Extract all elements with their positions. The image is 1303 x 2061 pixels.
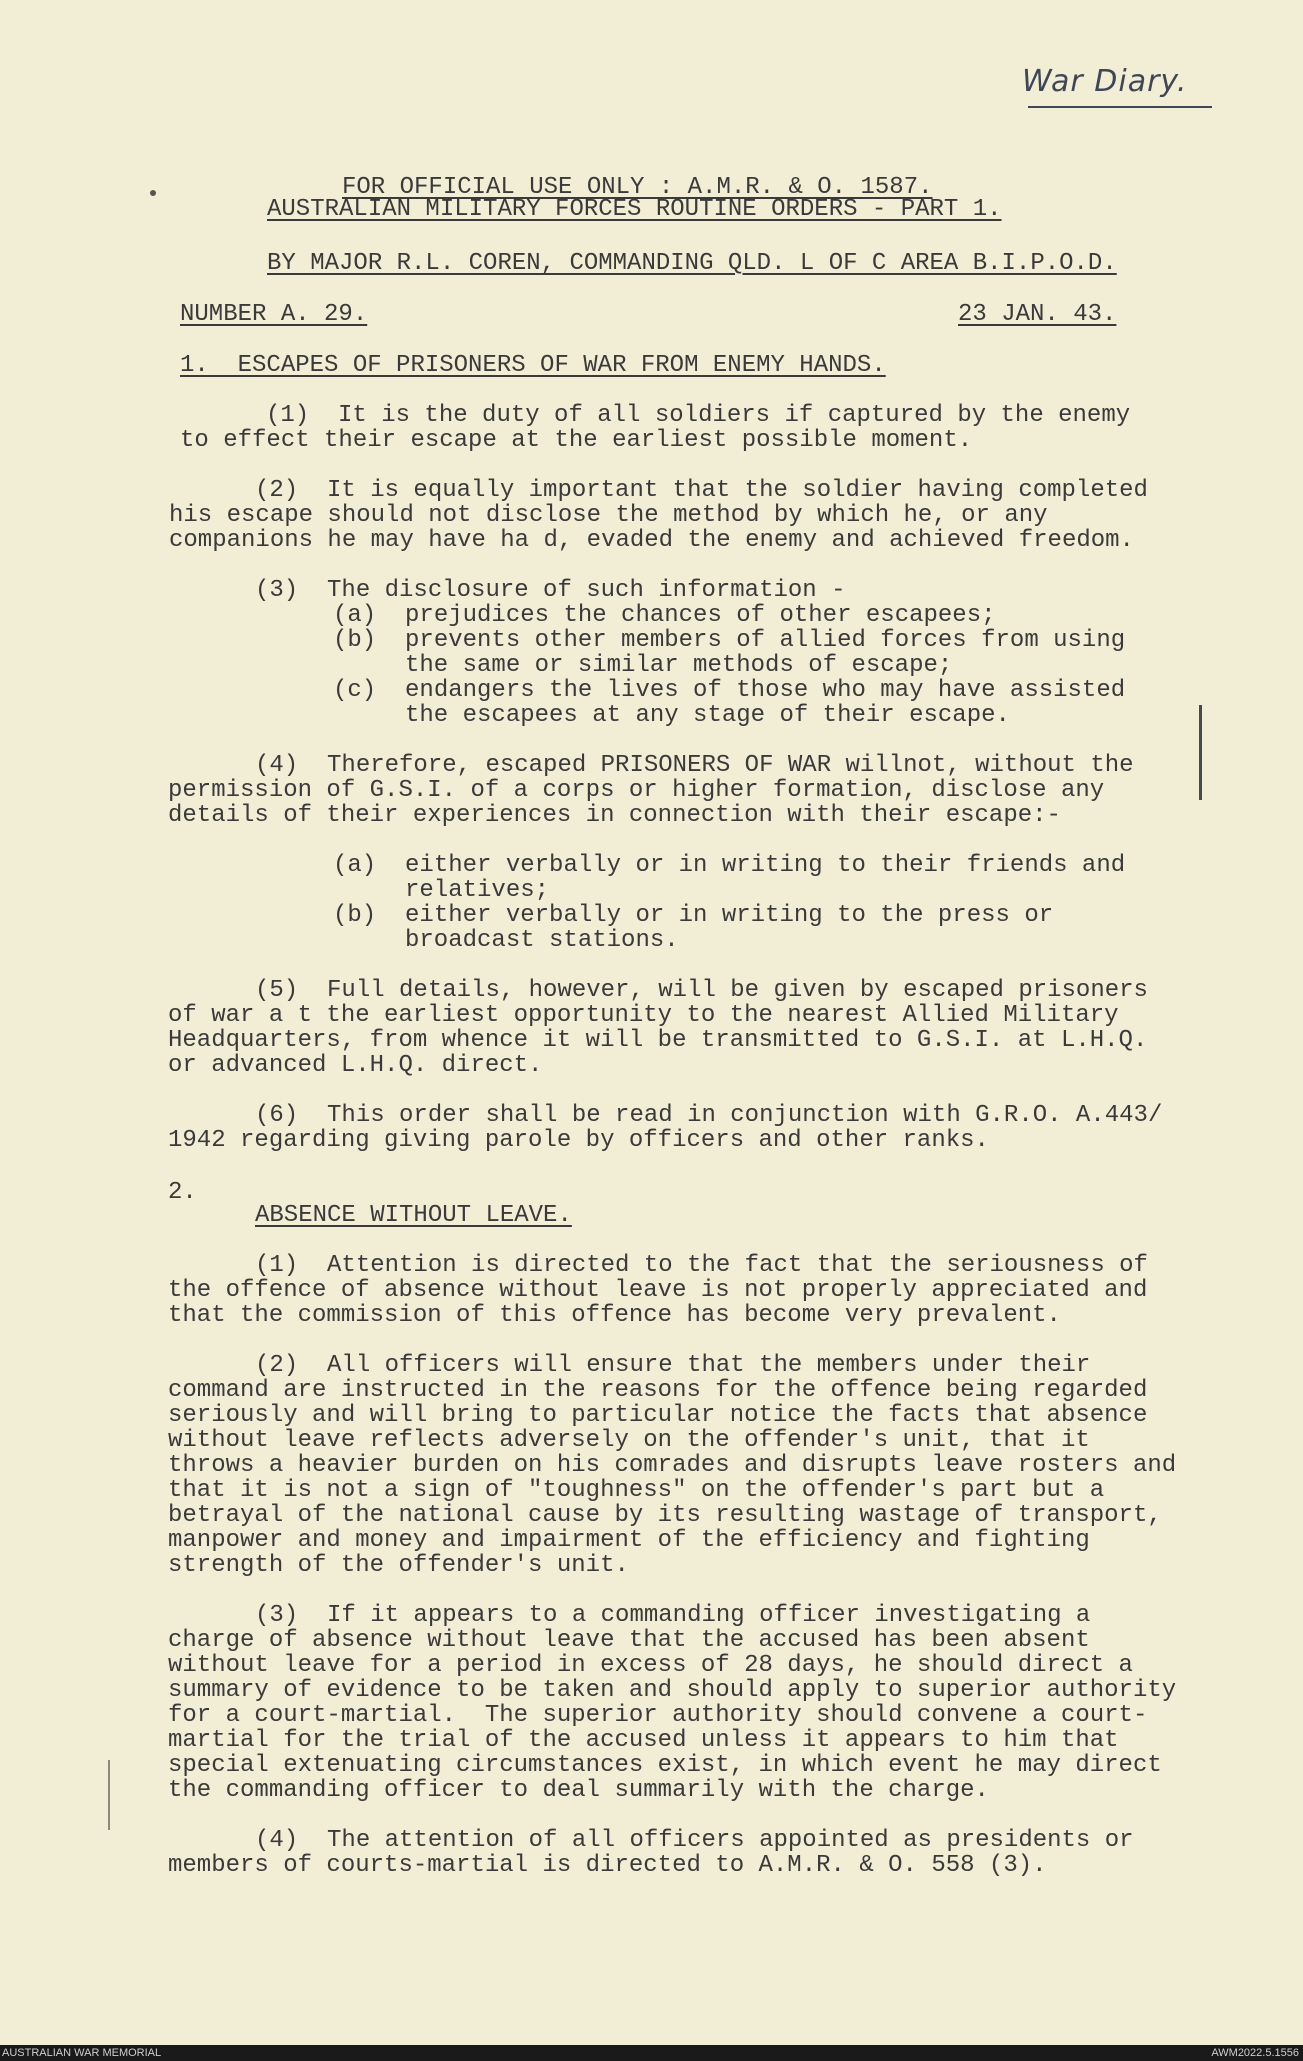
footer-bar (0, 2045, 1303, 2061)
s1-p4-line: (4) Therefore, escaped PRISONERS OF WAR willnot, without the (255, 752, 1134, 779)
s1-p4-line: broadcast stations. (405, 927, 679, 954)
s1-p4-line: relatives; (405, 877, 550, 904)
s1-p5-line: Headquarters, from whence it will be transmitted to G.S.I. at L.H.Q. (168, 1027, 1148, 1054)
s2-p2-line: strength of the offender's unit. (168, 1552, 629, 1579)
s1-p3-line: (a) prejudices the chances of other escapees; (333, 602, 996, 629)
s1-p1-line: to effect their escape at the earliest possible moment. (180, 427, 973, 454)
section-1-heading (180, 353, 886, 378)
s2-p1-line: (1) Attention is directed to the fact that the seriousness of (255, 1252, 1148, 1279)
s1-p1-line: (1) It is the duty of all soldiers if captured by the enemy (266, 402, 1131, 429)
s2-p2-line: seriously and will bring to particular notice the facts that absence (168, 1402, 1148, 1429)
section-2-number: 2. (168, 1179, 197, 1206)
header-line-2: AUSTRALIAN MILITARY FORCES ROUTINE ORDERS - PART 1. (267, 196, 1002, 223)
s1-p2-line: companions he may have ha d, evaded the enemy and achieved freedom. (169, 527, 1134, 554)
s2-p2-line: manpower and money and impairment of the efficiency and fighting (168, 1527, 1090, 1554)
header-line-1: FOR OFFICIAL USE ONLY : A.M.R. & O. 1587. (342, 174, 933, 201)
s1-p4-line: permission of G.S.I. of a corps or higher formation, disclose any (168, 777, 1105, 804)
s2-p2-line: that it is not a sign of "toughness" on the offender's part but a (168, 1477, 1105, 1504)
margin-pencil-mark (108, 1760, 110, 1830)
s1-p3-line: (b) prevents other members of allied forces from using (333, 627, 1126, 654)
s1-p5-line: or advanced L.H.Q. direct. (168, 1052, 543, 1079)
margin-pencil-mark (1199, 705, 1202, 800)
s2-p3-line: (3) If it appears to a commanding officer investigating a (255, 1602, 1091, 1629)
s1-p6-line: (6) This order shall be read in conjunction with G.R.O. A.443/ (255, 1102, 1163, 1129)
s2-p3-line: summary of evidence to be taken and should apply to superior authority (168, 1677, 1177, 1704)
s1-p2-line: his escape should not disclose the method by which he, or any (169, 502, 1048, 529)
s2-p1-line: the offence of absence without leave is not properly appreciated and (168, 1277, 1148, 1304)
s2-p2-line: command are instructed in the reasons for the offence being regarded (168, 1377, 1148, 1404)
punch-mark (150, 190, 156, 196)
s1-p4-line: details of their experiences in connection with their escape:- (168, 802, 1061, 829)
annotation-underline (1028, 106, 1212, 108)
s2-p3-line: martial for the trial of the accused unless it appears to him that (168, 1727, 1119, 1754)
s1-p4-line: (a) either verbally or in writing to their friends and (333, 852, 1126, 879)
s1-p3-line: the same or similar methods of escape; (405, 652, 953, 679)
s1-p6-line: 1942 regarding giving parole by officers and other ranks. (168, 1127, 989, 1154)
s2-p2-line: (2) All officers will ensure that the members under their (255, 1352, 1091, 1379)
s2-p3-line: charge of absence without leave that the accused has been absent (168, 1627, 1090, 1654)
section-2-heading: ABSENCE WITHOUT LEAVE. (255, 1202, 572, 1229)
s2-p2-line: without leave reflects adversely on the offender's unit, that it (168, 1427, 1090, 1454)
order-date: 23 JAN. 43. (958, 301, 1117, 328)
s2-p1-line: that the commission of this offence has become very prevalent. (168, 1302, 1061, 1329)
section-1-title: 1. ESCAPES OF PRISONERS OF WAR FROM ENEMY HANDS. (180, 352, 886, 379)
s1-p4-line: (b) either verbally or in writing to the press or (333, 902, 1054, 929)
s2-p3-line: without leave for a period in excess of 28 days, he should direct a (168, 1652, 1133, 1679)
footer-accession-number: AWM2022.5.1556 (1211, 2047, 1299, 2059)
s1-p5-line: (5) Full details, however, will be given by escaped prisoners (255, 977, 1148, 1004)
s2-p3-line: the commanding officer to deal summarily with the charge. (168, 1777, 989, 1804)
s1-p3-line: (3) The disclosure of such information - (255, 577, 846, 604)
s2-p4-line: members of courts-martial is directed to A.M.R. & O. 558 (3). (168, 1852, 1047, 1879)
header-line-3: BY MAJOR R.L. COREN, COMMANDING QLD. L OF C AREA B.I.P.O.D. (267, 250, 1117, 277)
footer-credit: AUSTRALIAN WAR MEMORIAL (2, 2047, 162, 2059)
war-diary-annotation: War Diary. (1022, 64, 1212, 108)
s2-p3-line: special extenuating circumstances exist, in which event he may direct (168, 1752, 1162, 1779)
s2-p2-line: throws a heavier burden on his comrades and disrupts leave rosters and (168, 1452, 1177, 1479)
s1-p3-line: (c) endangers the lives of those who may have assisted (333, 677, 1126, 704)
s2-p2-line: betrayal of the national cause by its resulting wastage of transport, (168, 1502, 1162, 1529)
s2-p4-line: (4) The attention of all officers appointed as presidents or (255, 1827, 1134, 1854)
s1-p3-line: the escapees at any stage of their escape. (405, 702, 1010, 729)
s1-p2-line: (2) It is equally important that the soldier having completed (255, 477, 1148, 504)
s2-p3-line: for a court-martial. The superior authority should convene a court- (168, 1702, 1148, 1729)
order-number: NUMBER A. 29. (180, 301, 368, 328)
s1-p5-line: of war a t the earliest opportunity to the nearest Allied Military (168, 1002, 1119, 1029)
